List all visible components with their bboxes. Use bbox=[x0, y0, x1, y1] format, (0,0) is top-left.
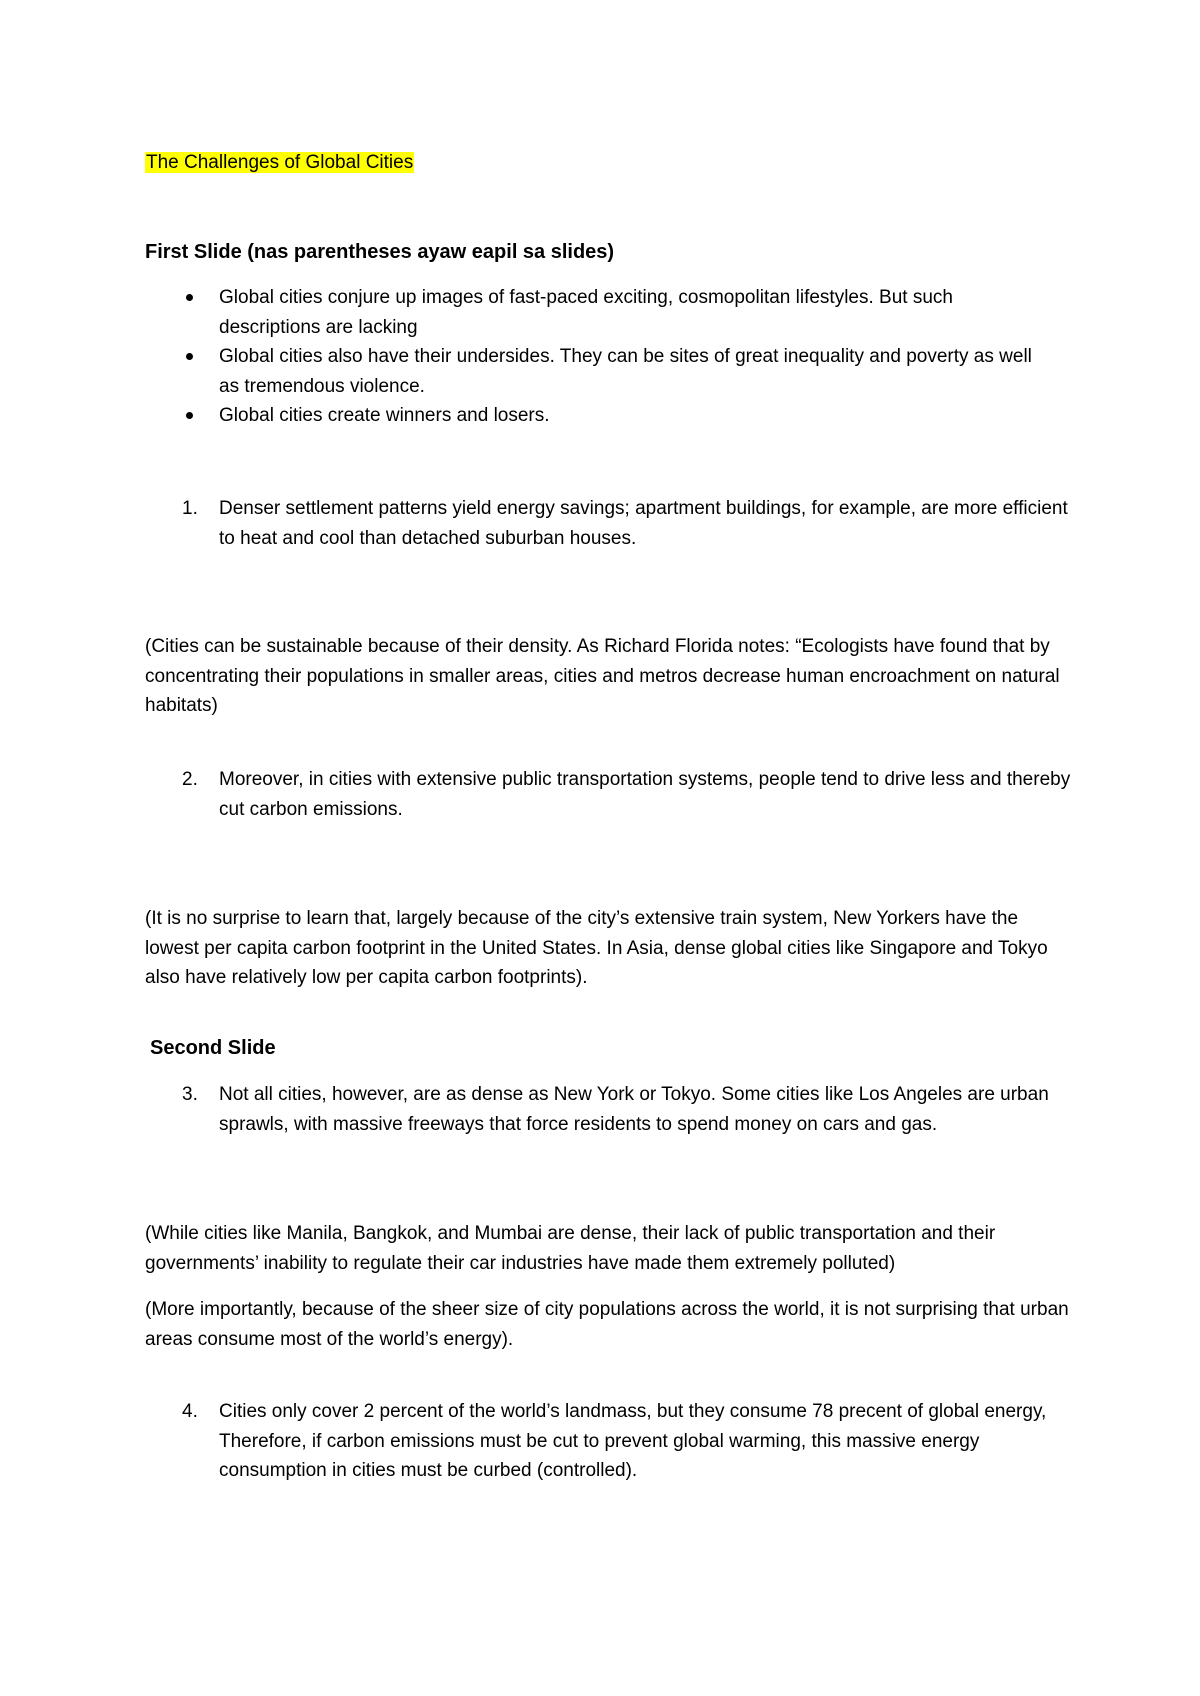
first-slide-bullet-list bbox=[186, 283, 1066, 431]
list-item bbox=[186, 283, 1049, 342]
item-number: 3. bbox=[182, 1084, 198, 1105]
item-text: Cities only cover 2 percent of the world’s landmass, but they consume 78 precent of global energy, Therefore, if carbon emissions must be cut to prevent global warming, this massive energy consumption in cities must be curbed (controlled). bbox=[219, 1401, 1047, 1481]
bullet-text: Global cities also have their undersides. They can be sites of great inequality and poverty as well as tremendous violence. bbox=[219, 346, 1032, 397]
item-number: 1. bbox=[182, 498, 198, 519]
second-slide-heading: Second Slide bbox=[150, 1037, 276, 1059]
bullet-text: Global cities create winners and losers. bbox=[219, 405, 550, 426]
numbered-item-3 bbox=[182, 1080, 1072, 1139]
item-number: 2. bbox=[182, 769, 198, 790]
item-text: Not all cities, however, are as dense as New York or Tokyo. Some cities like Los Angeles are urban sprawls, with massive freeways that force residents to spend money on cars and gas. bbox=[219, 1084, 1049, 1135]
note-paragraph-3: (While cities like Manila, Bangkok, and Mumbai are dense, their lack of public transportation and their governments’ inability to regulate their car industries have made them extremely polluted) bbox=[145, 1223, 996, 1274]
bullet-text: Global cities conjure up images of fast-paced exciting, cosmopolitan lifestyles. But such descriptions are lacking bbox=[219, 287, 953, 338]
numbered-item-4 bbox=[182, 1397, 1072, 1486]
list-item bbox=[186, 401, 1049, 431]
list-item bbox=[186, 342, 1049, 401]
numbered-item-2 bbox=[182, 765, 1072, 824]
numbered-item-1 bbox=[182, 494, 1072, 553]
note-paragraph-4: (More importantly, because of the sheer size of city populations across the world, it is not surprising that urban areas consume most of the world’s energy). bbox=[145, 1299, 1069, 1350]
bullet-icon bbox=[186, 412, 193, 419]
note-paragraph-1: (Cities can be sustainable because of their density. As Richard Florida notes: “Ecologists have found that by concentrating their populations in smaller areas, cities and metros decrease human encroachment on natural habitats) bbox=[145, 636, 1060, 716]
document-title bbox=[145, 148, 414, 177]
highlighted-title-text: The Challenges of Global Cities bbox=[146, 152, 414, 173]
note-paragraph-2: (It is no surprise to learn that, largely because of the city’s extensive train system, New Yorkers have the lowest per capita carbon footprint in the United States. In Asia, dense global cities like Singapore and Tokyo also have relatively low per capita carbon footprints). bbox=[145, 908, 1048, 988]
item-text: Denser settlement patterns yield energy savings; apartment buildings, for example, are more efficient to heat and cool than detached suburban houses. bbox=[219, 498, 1068, 549]
bullet-icon bbox=[186, 353, 193, 360]
first-slide-heading: First Slide (nas parentheses ayaw eapil sa slides) bbox=[145, 241, 615, 263]
item-number: 4. bbox=[182, 1401, 198, 1422]
item-text: Moreover, in cities with extensive public transportation systems, people tend to drive less and thereby cut carbon emissions. bbox=[219, 769, 1071, 820]
bullet-icon bbox=[186, 294, 193, 301]
